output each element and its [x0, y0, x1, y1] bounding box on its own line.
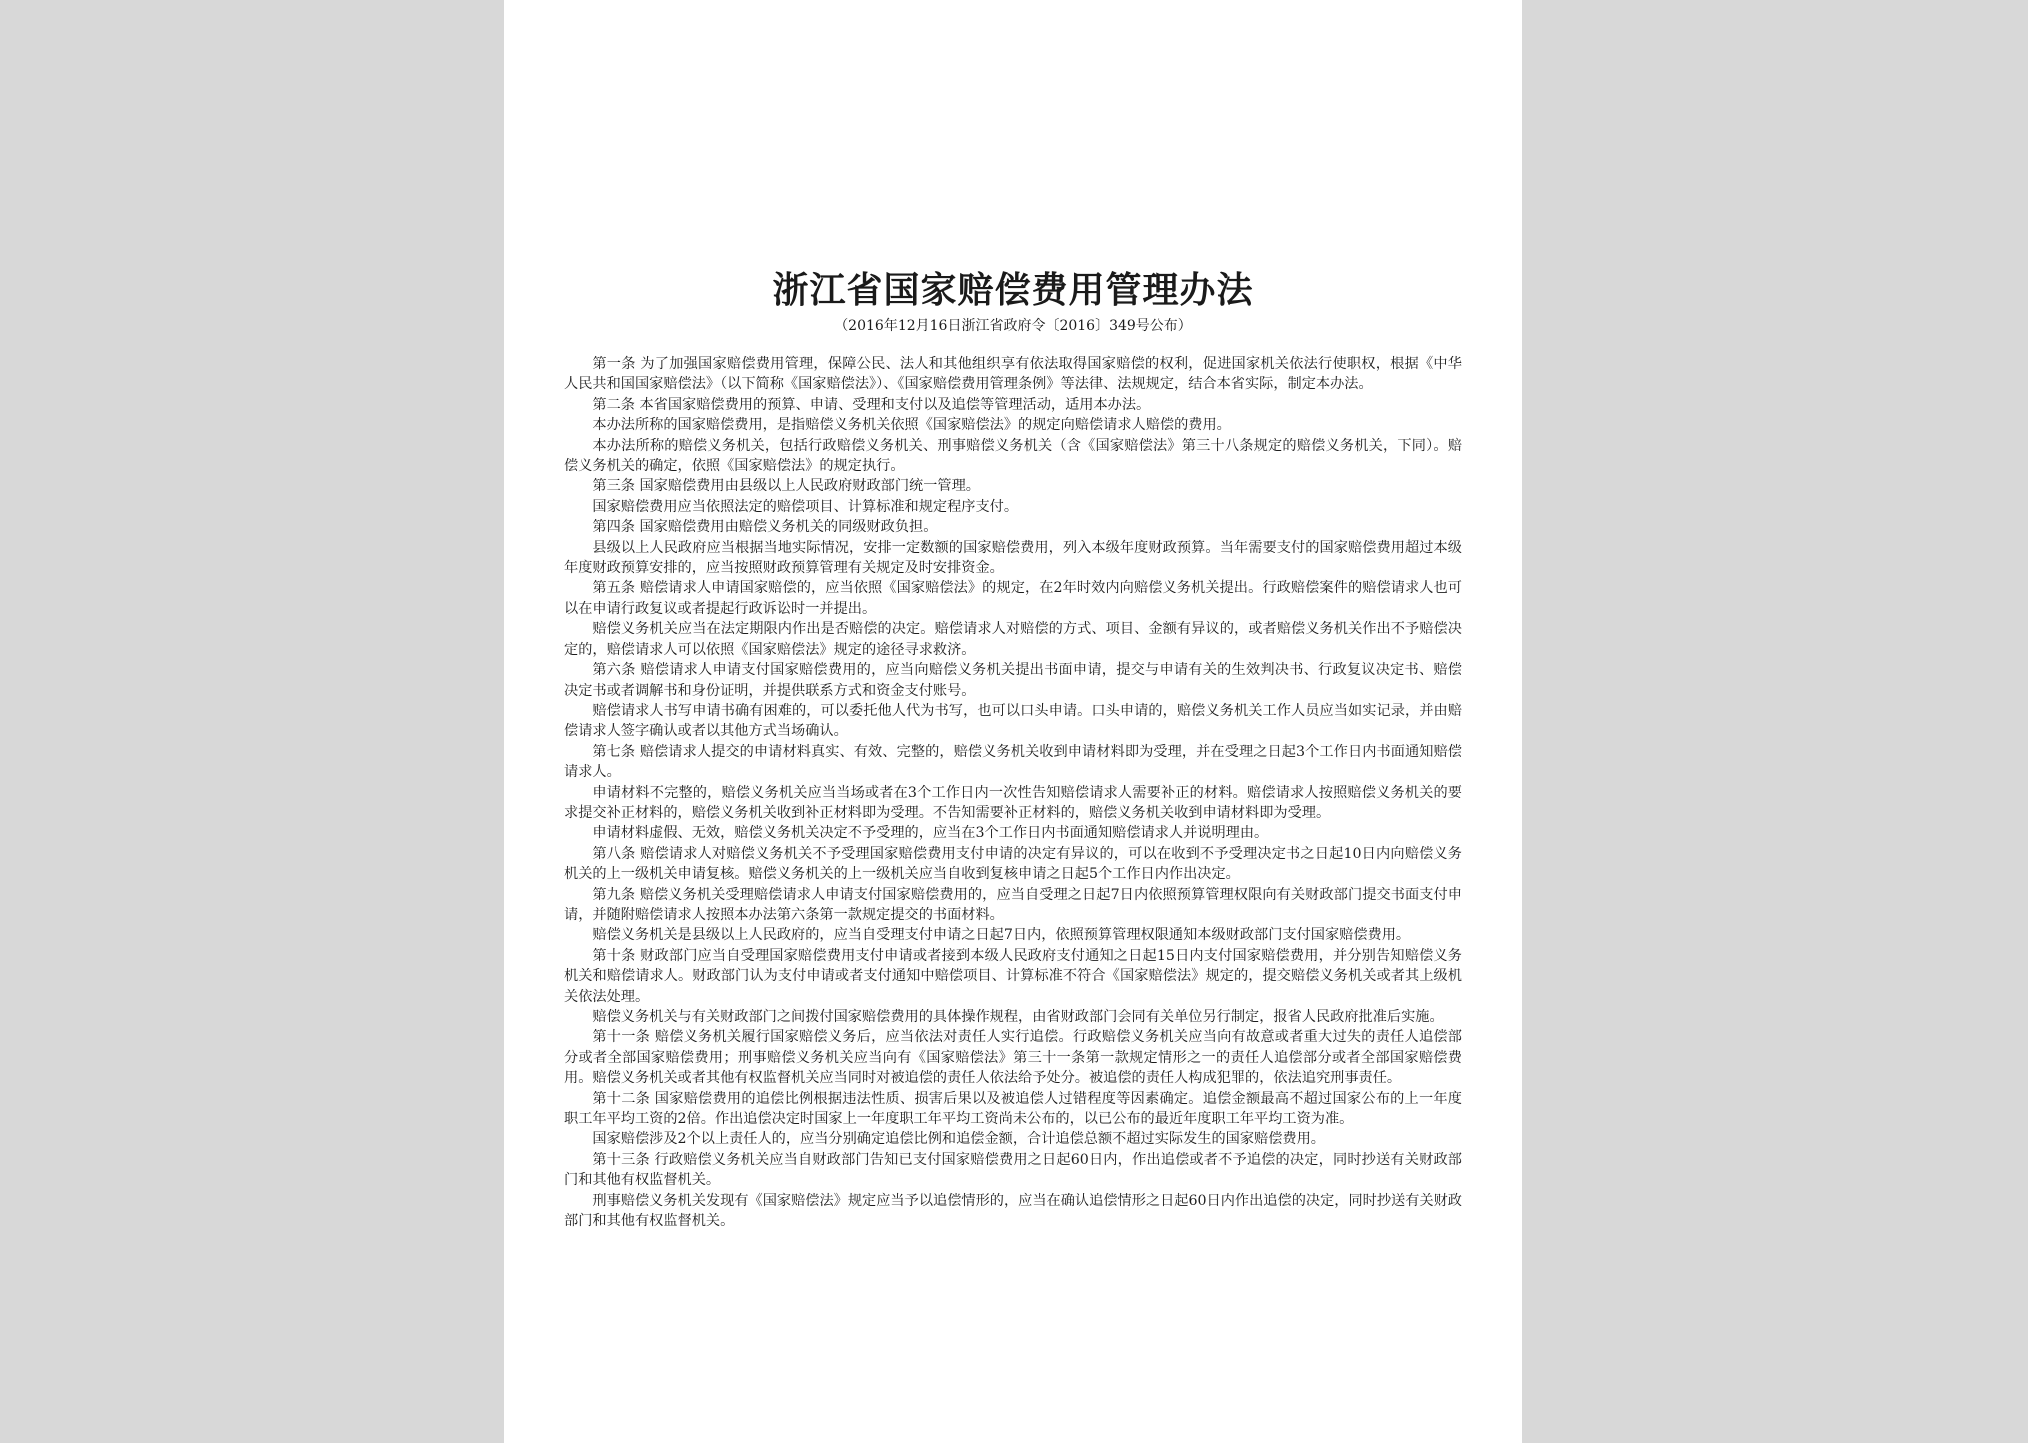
body-paragraph: 赔偿义务机关与有关财政部门之间拨付国家赔偿费用的具体操作规程，由省财政部门会同有关单位另行制定，报省人民政府批准后实施。 — [592, 1009, 1444, 1025]
body-paragraph: 申请材料不完整的，赔偿义务机关应当当场或者在3个工作日内一次性告知赔偿请求人需要补正的材料。赔偿请求人按照赔偿义务机关的要求提交补正材料的，赔偿义务机关收到补正材料即为受理。不告知需要补正材料的，赔偿义务机关收到申请材料即为受理。 — [564, 784, 1462, 821]
document-body — [564, 354, 1462, 1231]
document-title: 浙江省国家赔偿费用管理办法 — [772, 269, 1254, 311]
body-paragraph: 申请材料虚假、无效，赔偿义务机关决定不予受理的，应当在3个工作日内书面通知赔偿请求人并说明理由。 — [592, 825, 1269, 842]
body-paragraph: 国家赔偿涉及2个以上责任人的，应当分别确定追偿比例和追偿金额，合计追偿总额不超过实际发生的国家赔偿费用。 — [592, 1131, 1325, 1148]
body-paragraph: 本办法所称的国家赔偿费用，是指赔偿义务机关依照《国家赔偿法》的规定向赔偿请求人赔偿的费用。 — [592, 417, 1231, 434]
document-subtitle: （2016年12月16日浙江省政府令〔2016〕349号公布） — [834, 318, 1192, 334]
body-paragraph: 本办法所称的赔偿义务机关，包括行政赔偿义务机关、刑事赔偿义务机关（含《国家赔偿法》第三十八条规定的赔偿义务机关，下同）。赔偿义务机关的确定，依照《国家赔偿法》的规定执行。 — [564, 437, 1462, 475]
body-paragraph: 赔偿请求人书写申请书确有困难的，可以委托他人代为书写，也可以口头申请。口头申请的，赔偿义务机关工作人员应当如实记录，并由赔偿请求人签字确认或者以其他方式当场确认。 — [564, 702, 1462, 740]
body-paragraph: 第七条 赔偿请求人提交的申请材料真实、有效、完整的，赔偿义务机关收到申请材料即为受理，并在受理之日起3个工作日内书面通知赔偿请求人。 — [564, 743, 1462, 781]
body-paragraph: 赔偿义务机关是县级以上人民政府的，应当自受理支付申请之日起7日内，依照预算管理权限通知本级财政部门支付国家赔偿费用。 — [592, 927, 1411, 944]
document-page — [504, 0, 1522, 1443]
body-paragraph: 国家赔偿费用应当依照法定的赔偿项目、计算标准和规定程序支付。 — [592, 498, 1019, 515]
body-paragraph: 第四条 国家赔偿费用由赔偿义务机关的同级财政负担。 — [592, 519, 938, 536]
body-paragraph: 第十一条 赔偿义务机关履行国家赔偿义务后，应当依法对责任人实行追偿。行政赔偿义务机关应当向有故意或者重大过失的责任人追偿部分或者全部国家赔偿费用；刑事赔偿义务机关应当向有《国家赔偿法》第三十一条第一款规定情形之一的责任人追偿部分或者全部国家赔偿费用。赔偿义务机关或者其他有权监督机关应当同时对被追偿的责任人依法给予处分。被追偿的责任人构成犯罪的，依法追究刑事责任。 — [564, 1029, 1462, 1087]
body-paragraph: 第十二条 国家赔偿费用的追偿比例根据违法性质、损害后果以及被追偿人过错程度等因素确定。追偿金额最高不超过国家公布的上一年度职工年平均工资的2倍。作出追偿决定时国家上一年度职工年平均工资尚未公布的，以已公布的最近年度职工年平均工资为准。 — [564, 1090, 1462, 1128]
body-paragraph: 第五条 赔偿请求人申请国家赔偿的，应当依照《国家赔偿法》的规定，在2年时效内向赔偿义务机关提出。行政赔偿案件的赔偿请求人也可以在申请行政复议或者提起行政诉讼时一并提出。 — [564, 580, 1462, 617]
body-paragraph: 赔偿义务机关应当在法定期限内作出是否赔偿的决定。赔偿请求人对赔偿的方式、项目、金额有异议的，或者赔偿义务机关作出不予赔偿决定的，赔偿请求人可以依照《国家赔偿法》规定的途径寻求救济。 — [564, 621, 1462, 658]
body-paragraph: 第八条 赔偿请求人对赔偿义务机关不予受理国家赔偿费用支付申请的决定有异议的，可以在收到不予受理决定书之日起10日内向赔偿义务机关的上一级机关申请复核。赔偿义务机关的上一级机关应当自收到复核申请之日起5个工作日内作出决定。 — [564, 845, 1462, 883]
body-paragraph: 第三条 国家赔偿费用由县级以上人民政府财政部门统一管理。 — [592, 478, 980, 495]
body-paragraph: 第一条 为了加强国家赔偿费用管理，保障公民、法人和其他组织享有依法取得国家赔偿的权利，促进国家机关依法行使职权，根据《中华人民共和国国家赔偿法》（以下简称《国家赔偿法》）、《国家赔偿费用管理条例》等法律、法规规定，结合本省实际，制定本办法。 — [564, 356, 1462, 393]
body-paragraph: 第九条 赔偿义务机关受理赔偿请求人申请支付国家赔偿费用的，应当自受理之日起7日内依照预算管理权限向有关财政部门提交书面支付申请，并随附赔偿请求人按照本办法第六条第一款规定提交的书面材料。 — [564, 886, 1462, 923]
body-paragraph: 第六条 赔偿请求人申请支付国家赔偿费用的，应当向赔偿义务机关提出书面申请，提交与申请有关的生效判决书、行政复议决定书、赔偿决定书或者调解书和身份证明，并提供联系方式和资金支付账号。 — [564, 662, 1462, 699]
body-paragraph: 县级以上人民政府应当根据当地实际情况，安排一定数额的国家赔偿费用，列入本级年度财政预算。当年需要支付的国家赔偿费用超过本级年度财政预算安排的，应当按照财政预算管理有关规定及时安排资金。 — [564, 539, 1462, 577]
body-paragraph: 第十条 财政部门应当自受理国家赔偿费用支付申请或者接到本级人民政府支付通知之日起15日内支付国家赔偿费用，并分别告知赔偿义务机关和赔偿请求人。财政部门认为支付申请或者支付通知中赔偿项目、计算标准不符合《国家赔偿法》规定的，提交赔偿义务机关或者其上级机关依法处理。 — [564, 947, 1462, 1005]
body-paragraph: 第二条 本省国家赔偿费用的预算、申请、受理和支付以及追偿等管理活动，适用本办法。 — [592, 396, 1151, 413]
body-paragraph: 第十三条 行政赔偿义务机关应当自财政部门告知已支付国家赔偿费用之日起60日内，作出追偿或者不予追偿的决定，同时抄送有关财政部门和其他有权监督机关。 — [564, 1151, 1462, 1189]
body-paragraph: 刑事赔偿义务机关发现有《国家赔偿法》规定应当予以追偿情形的，应当在确认追偿情形之日起60日内作出追偿的决定，同时抄送有关财政部门和其他有权监督机关。 — [564, 1192, 1462, 1230]
